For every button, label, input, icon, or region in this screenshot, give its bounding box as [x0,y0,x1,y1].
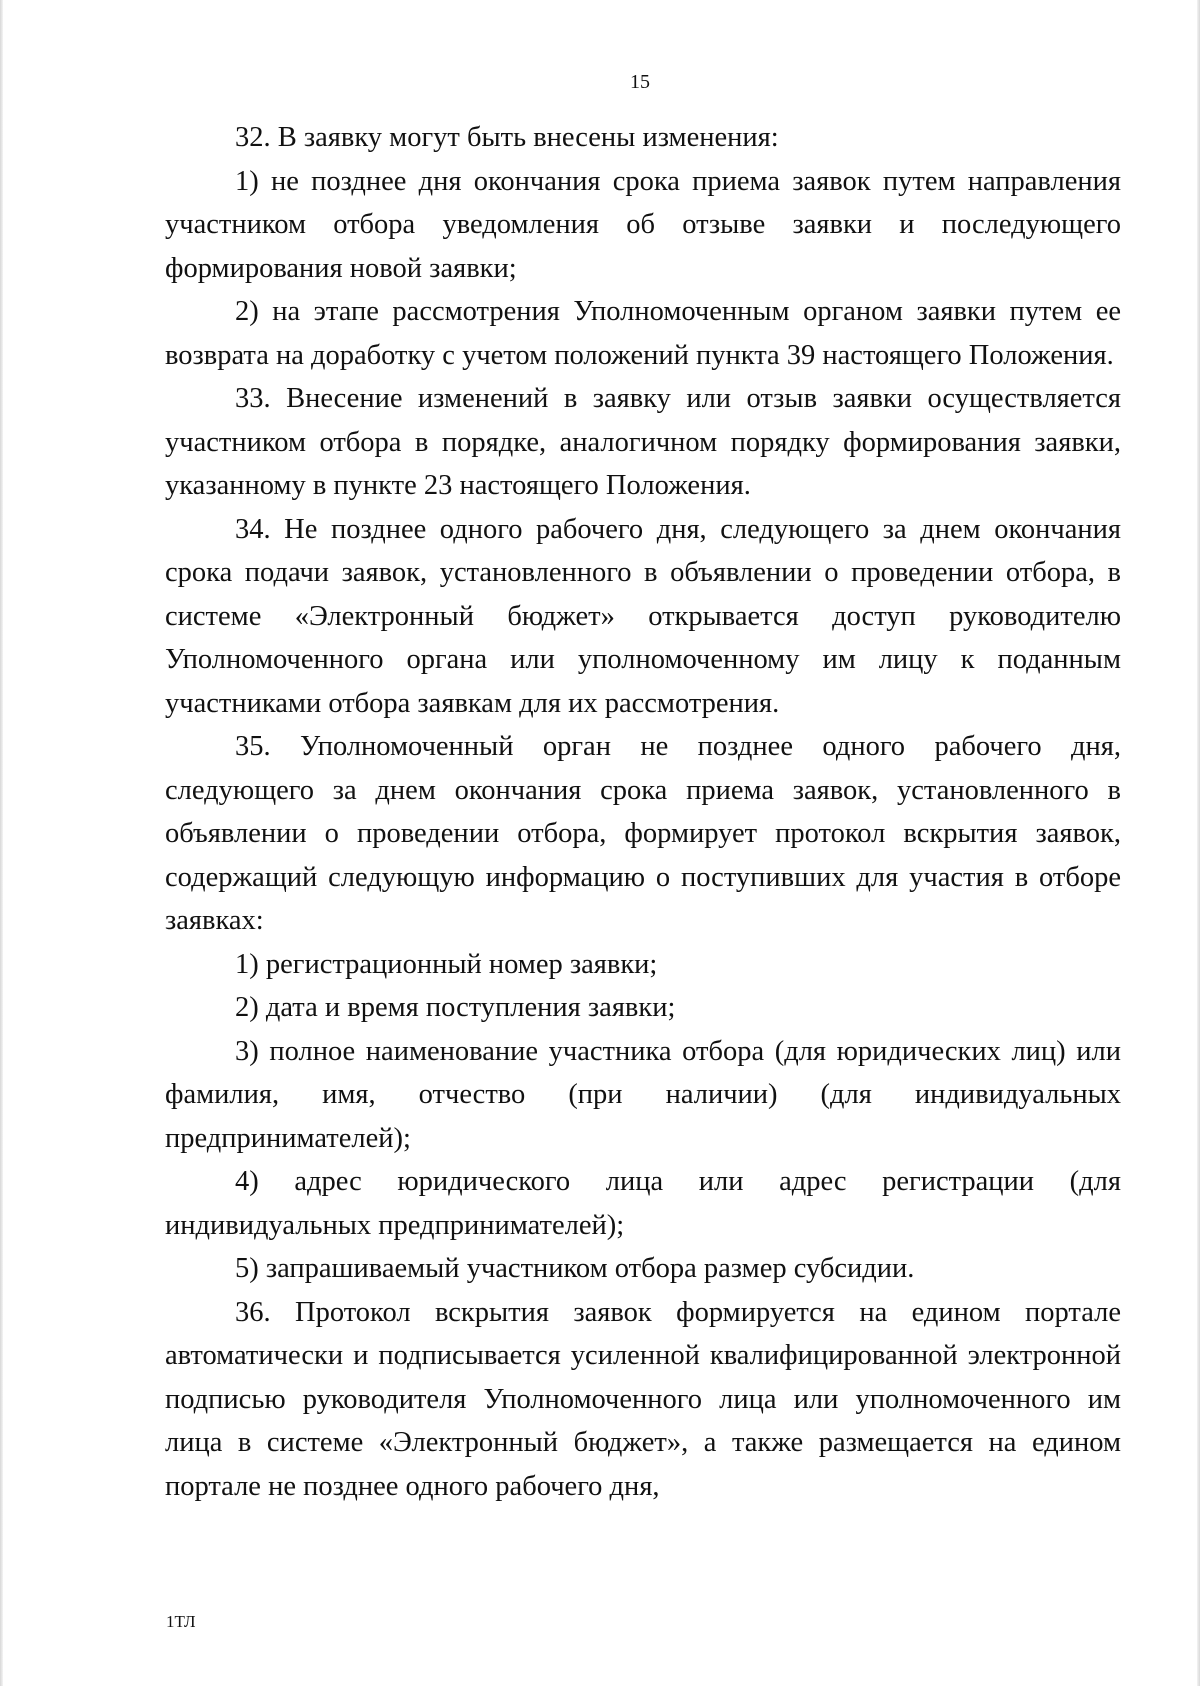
paragraph-35-item-5: 5) запрашиваемый участником отбора размер субсидии. [235,1253,915,1284]
footer-code: 1ТЛ [166,1612,196,1631]
paragraph-35-item-1: 1) регистрационный номер заявки; [235,948,658,980]
paragraph-32-item-1: 1) не позднее дня окончания срока приема заявок путем направления участником отбора уведомления об отзыве заявки и последующего формирования новой заявки; [165,165,1121,284]
scan-edge-left [0,0,3,1686]
paragraph-35-item-3: 3) полное наименование участника отбора (для юридических лиц) или фамилия, имя, отчество (при наличии) (для индивидуальных предпринимателей); [165,1035,1121,1154]
paragraph-35-item-4: 4) адрес юридического лица или адрес регистрации (для индивидуальных предпринимателей); [165,1166,1121,1241]
paragraph-36: 36. Протокол вскрытия заявок формируется на едином портале автоматически и подписывается усиленной квалифицированной электронной подписью руководителя Уполномоченного лица или уполномоченного им лица в системе «Электронный бюджет», а также размещается на едином портале не позднее одного рабочего дня, [165,1296,1121,1502]
paragraph-32-item-2: 2) на этапе рассмотрения Уполномоченным органом заявки путем ее возврата на доработку с учетом положений пункта 39 настоящего Положения. [165,296,1121,371]
document-body [165,116,1121,1508]
paragraph-32: 32. В заявку могут быть внесены изменения: [235,122,779,153]
paragraph-34: 34. Не позднее одного рабочего дня, следующего за днем окончания срока подачи заявок, установленного в объявлении о проведении отбора, в системе «Электронный бюджет» открывается доступ руководителю Уполномоченного органа или уполномоченному им лицу к поданным участниками отбора заявкам для их рассмотрения. [165,513,1121,719]
paragraph-33: 33. Внесение изменений в заявку или отзыв заявки осуществляется участником отбора в порядке, аналогичном порядку формирования заявки, указанному в пункте 23 настоящего Положения. [165,383,1121,501]
page-number: 15 [630,71,650,93]
paragraph-35: 35. Уполномоченный орган не позднее одного рабочего дня, следующего за днем окончания срока приема заявок, установленного в объявлении о проведении отбора, формирует протокол вскрытия заявок, содержащий следующую информацию о поступивших для участия в отборе заявках: [165,731,1121,936]
paragraph-35-item-2: 2) дата и время поступления заявки; [235,992,676,1023]
